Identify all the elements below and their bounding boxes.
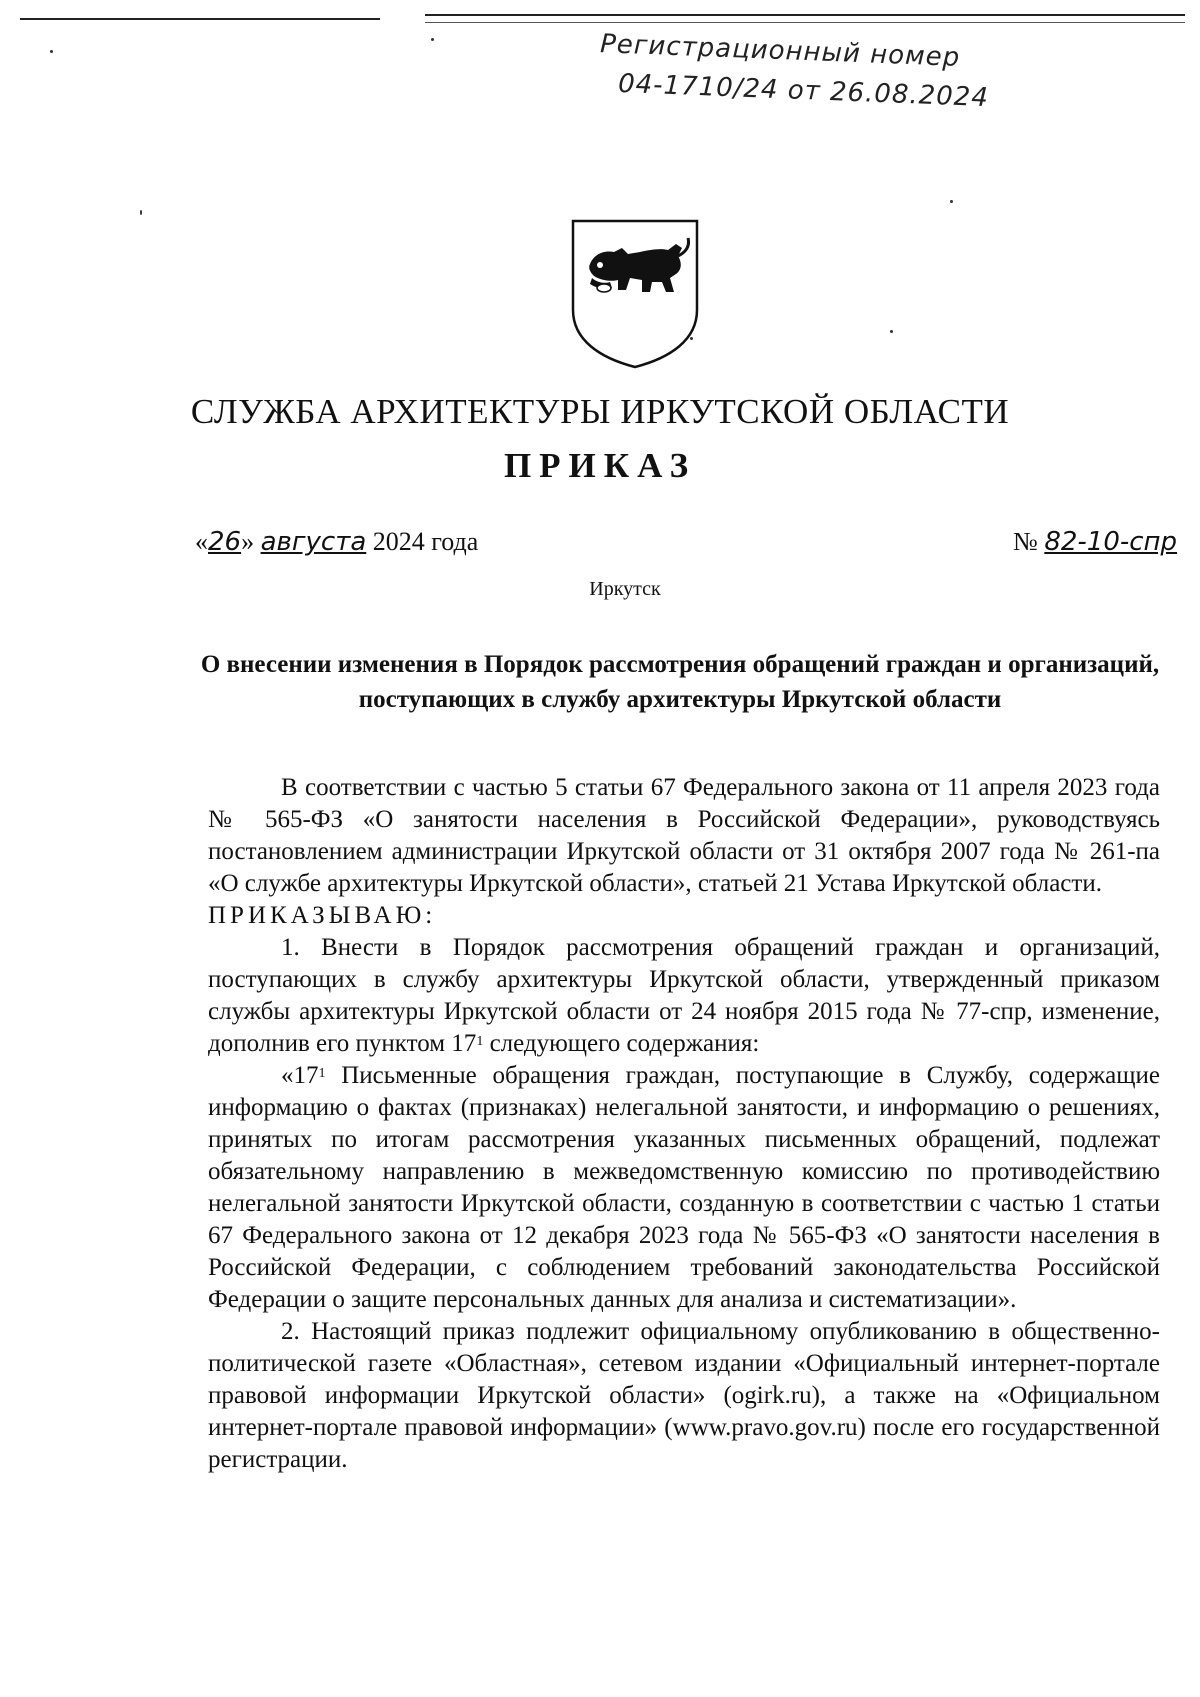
order-date (195, 527, 478, 557)
number-value: 82-10-спр (1044, 527, 1178, 557)
document-type: ПРИКАЗ (503, 446, 697, 485)
document-body (208, 772, 1160, 1476)
preamble-paragraph: В соответствии с частью 5 статьи 67 Федерального закона от 11 апреля 2023 года № 565-ФЗ «О занятости населения в Российской Федерации», руководствуясь постановлением администрации Иркутской области от 31 октября 2007 года № 261-па «О службе архитектуры Иркутской области», статьей 21 Устава Иркутской области. (208, 774, 1160, 897)
order-number (1013, 527, 1177, 557)
handwritten-registration-number: 04-1710/24 от 26.08.2024 (617, 68, 990, 114)
scan-speck (140, 210, 142, 215)
date-year: 2024 года (372, 527, 479, 556)
handwritten-registration-label: Регистрационный номер (599, 29, 961, 73)
date-close-quote: » (241, 527, 255, 556)
date-open-quote: « (195, 527, 208, 556)
organization-name: СЛУЖБА АРХИТЕКТУРЫ ИРКУТСКОЙ ОБЛАСТИ (190, 392, 1010, 431)
scan-speck (890, 330, 893, 333)
quote-start: «17 (281, 1062, 319, 1089)
top-rule-right (425, 14, 1185, 16)
item-1-paragraph (208, 932, 1160, 1060)
item-1-text: 1. Внести в Порядок рассмотрения обращений граждан и организаций, поступающих в службу архитектуры Иркутской области, утвержденный приказом службы архитектуры Иркутской области от 24 ноября 2015 года № 77-спр, изменение, дополнив его пунктом 17 (208, 934, 1160, 1057)
top-rule-left (20, 18, 380, 20)
item-2-paragraph: 2. Настоящий приказ подлежит официальному опубликованию в общественно-политической газете «Областная», сетевом издании «Официальный интернет-портале правовой информации Иркутской области» (ogirk.ru), а также на «Официальном интернет-портале правовой информации» (www.pravo.gov.ru) после его государственной регистрации. (208, 1318, 1160, 1473)
order-word: ПРИКАЗЫВАЮ: (208, 902, 437, 929)
top-rule-right-2 (425, 22, 1185, 23)
city: Иркутск (589, 578, 661, 600)
scan-speck (50, 50, 53, 53)
scan-speck (950, 200, 953, 203)
quote-superscript: 1 (318, 1066, 326, 1081)
quote-paragraph (208, 1060, 1160, 1316)
date-day: 26 (208, 527, 242, 557)
quote-text: Письменные обращения граждан, поступающие в Службу, содержащие информацию о фактах (признаках) нелегальной занятости, и информацию о решениях, принятых по итогам рассмотрения указанных письменных обращений, подлежат обязательному направлению в межведомственную комиссию по противодействию нелегальной занятости Иркутской области, созданную в соответствии с частью 1 статьи 67 Федерального закона от 12 декабря 2023 года № 565-ФЗ «О занятости населения в Российской Федерации, с соблюдением требований законодательства Российской Федерации о защите персональных данных для анализа и систематизации». (208, 1062, 1160, 1313)
item-1-text-end: следующего содержания: (483, 1030, 760, 1057)
coat-of-arms-emblem (570, 218, 700, 370)
date-month: августа (260, 527, 367, 557)
scan-speck (431, 38, 434, 41)
item-1-superscript: 1 (476, 1034, 484, 1049)
document-title: О внесении изменения в Порядок рассмотрения обращений граждан и организаций, поступающих в службу архитектуры Иркутской области (200, 651, 1160, 713)
number-prefix: № (1013, 527, 1038, 556)
